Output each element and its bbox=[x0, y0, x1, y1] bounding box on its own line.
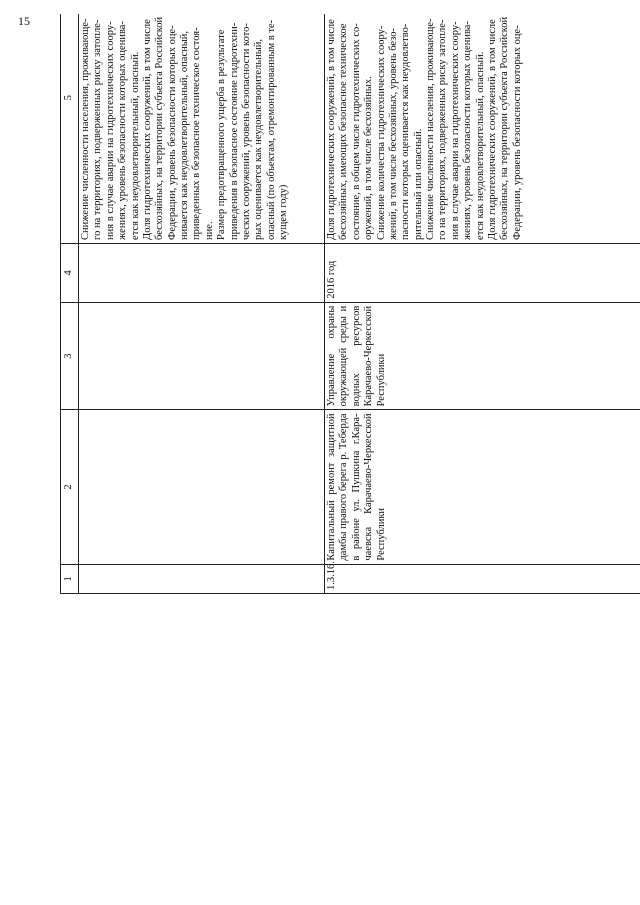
item-name-cell: Капитальный ремонт защитной дамбы правого берега р. Теберда в районе ул. Пушкина г.Кара-чаевска Карачаево-Черкесской Республики bbox=[325, 410, 640, 564]
cell-empty bbox=[79, 302, 325, 410]
table-row-1-3-16 bbox=[325, 14, 640, 594]
rotated-table-area bbox=[60, 14, 640, 840]
item-number-cell: 1.3.16. bbox=[325, 564, 640, 593]
column-number-2: 2 bbox=[61, 410, 79, 564]
table-row-continued bbox=[79, 14, 325, 594]
column-number-1: 1 bbox=[61, 564, 79, 593]
rotated-content bbox=[60, 14, 640, 594]
page-number: 15 bbox=[18, 14, 30, 28]
cell-empty bbox=[79, 564, 325, 593]
indicators-cell: Снижение численности населения, проживающе- го на территориях, подверженных риску затопле- ния в случае аварии на гидротехнических соору- жениях, уровень безопасности которых оценива- ется как неудовлетворительный, опасный. Доля гидротехнических сооружений, в том числе бесхозяйных, на территории субъекта Российской Федерации, уровень безопасности которых оце- нивается как неудовлетворительный, опасный, приведенных в безопасное техническое состоя- ние. Размер предотвращенного ущерба в результате приведения в безопасное состояние гидротехни- ческих сооружений, уровень безопасности кото- рых оценивается как неудовлетворительный, опасный (по объектам, отремонтированным в те- кущем году) bbox=[79, 14, 325, 243]
year-cell: 2016 год bbox=[325, 243, 640, 302]
program-table bbox=[60, 14, 640, 594]
column-number-5: 5 bbox=[61, 14, 79, 243]
column-number-3: 3 bbox=[61, 302, 79, 410]
cell-empty bbox=[79, 243, 325, 302]
cell-empty bbox=[79, 410, 325, 564]
column-number-row bbox=[61, 14, 79, 594]
indicators-cell: Доля гидротехнических сооружений, в том числе бесхозяйных, имеющих безопасное техническое состояние, в общем числе гидротехнических со- оружений, в том числе бесхозяйных. Снижение количества гидротехнических соору- жений, в том числе бесхозяйных, уровень безо- пасности которых оценивается как неудовлетво- рительный или опасный. Снижение численности населения, проживающе- го на территориях, подверженных риску затопле- ния в случае аварии на гидротехнических соору- жениях, уровень безопасности которых оценива- ется как неудовлетворительный, опасный. Доля гидротехнических сооружений, в том числе бесхозяйных, на территории субъекта Российской Федерации, уровень безопасности которых оце- bbox=[325, 14, 640, 243]
executor-cell: Управление охраны окружающей среды и водных ресурсов Карачаево-Черкесской Республики bbox=[325, 302, 640, 410]
column-number-4: 4 bbox=[61, 243, 79, 302]
